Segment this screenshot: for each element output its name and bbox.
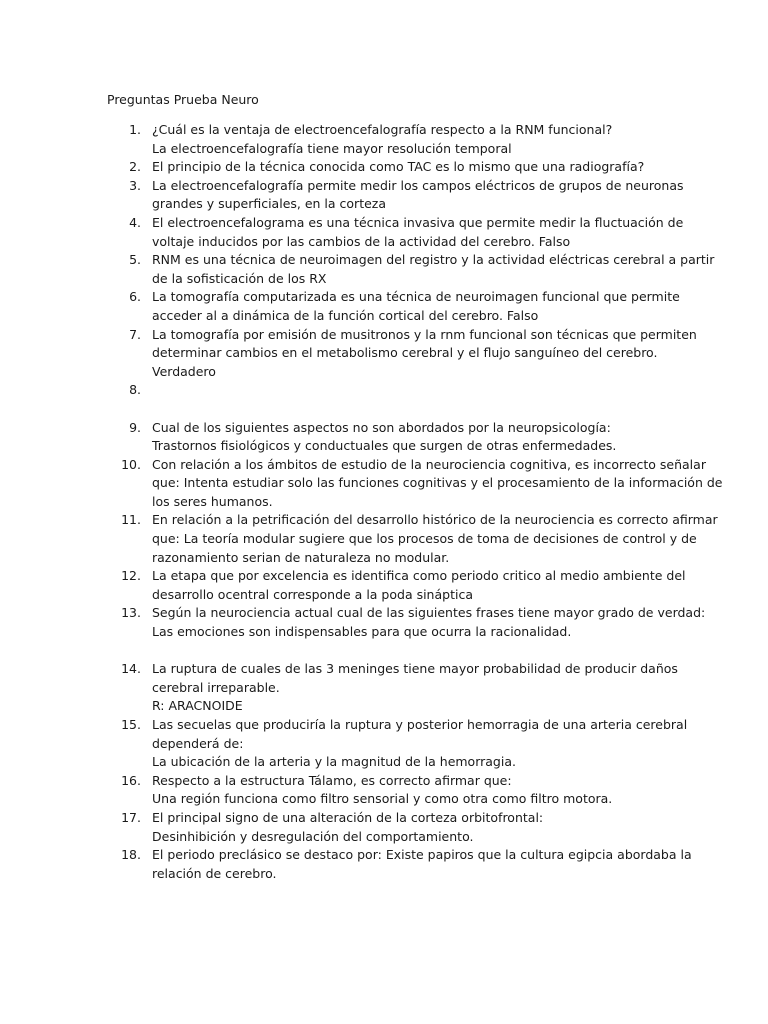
- question-line: Verdadero: [152, 363, 216, 379]
- question-number: 2.: [129, 159, 141, 175]
- question-line: Respecto a la estructura Tálamo, es correcto afirmar que:: [152, 772, 512, 788]
- question-number: 11.: [121, 512, 141, 528]
- question-line: Las secuelas que produciría la ruptura y posterior hemorragia de una arteria cerebral: [152, 717, 688, 732]
- document-title: Preguntas Prueba Neuro: [107, 92, 259, 107]
- question-item: [107, 177, 684, 214]
- question-line: grandes y superficiales, en la corteza: [152, 196, 387, 212]
- question-line: Trastornos fisiológicos y conductuales que surgen de otras enfermedades.: [152, 438, 617, 454]
- question-line: Según la neurociencia actual cual de las siguientes frases tiene mayor grado de verdad:: [152, 605, 706, 621]
- question-item: [107, 381, 667, 400]
- question-line: El periodo preclásico se destaco por: Existe papiros que la cultura egipcia abordaba la: [152, 847, 692, 863]
- question-line: La electroencefalografía tiene mayor resolución temporal: [152, 140, 512, 156]
- question-item: [107, 214, 684, 251]
- question-number: 6.: [129, 289, 141, 305]
- question-line: determinar cambios en el metabolismo cerebral y el flujo sanguíneo del cerebro.: [152, 345, 658, 361]
- question-item: [107, 567, 686, 604]
- question-line: R: ARACNOIDE: [152, 698, 243, 714]
- question-line: desarrollo ocentral corresponde a la poda sináptica: [152, 586, 473, 602]
- question-item: [107, 809, 667, 846]
- question-line: El electroencefalograma es una técnica invasiva que permite medir la fluctuación de: [152, 214, 684, 230]
- question-line: Una región funciona como filtro sensorial y como otra como filtro motora.: [152, 791, 613, 807]
- question-line: dependerá de:: [152, 735, 244, 751]
- question-line: voltaje inducidos por las cambios de la actividad del cerebro. Falso: [152, 233, 571, 249]
- question-number: 10.: [121, 456, 141, 472]
- question-number: 9.: [129, 419, 141, 435]
- question-item: [107, 846, 692, 883]
- question-item: [107, 604, 706, 641]
- question-line: La tomografía computarizada es una técnica de neuroimagen funcional que permite: [152, 289, 680, 305]
- question-line: La tomografía por emisión de musitronos y la rnm funcional son técnicas que permiten: [152, 326, 697, 342]
- question-line: La electroencefalografía permite medir los campos eléctricos de grupos de neuronas: [152, 177, 684, 193]
- question-item: [107, 419, 667, 456]
- question-line: Con relación a los ámbitos de estudio de la neurociencia cognitiva, es incorrecto señalar: [152, 456, 706, 472]
- question-line: relación de cerebro.: [152, 865, 277, 881]
- question-number: 13.: [121, 605, 141, 621]
- question-item: [107, 288, 680, 325]
- question-number: 5.: [129, 252, 141, 268]
- question-number: 8.: [129, 382, 141, 398]
- question-line: que: Intenta estudiar solo las funciones cognitivas y el procesamiento de la información de: [152, 475, 723, 491]
- question-number: 4.: [129, 214, 141, 230]
- question-line: La etapa que por excelencia es identifica como periodo critico al medio ambiente del: [152, 568, 686, 584]
- question-item: [107, 511, 718, 567]
- question-line: cerebral irreparable.: [152, 679, 280, 695]
- question-item: [107, 456, 723, 512]
- question-number: 3.: [129, 177, 141, 193]
- question-number: 15.: [121, 717, 141, 732]
- question-number: 14.: [121, 661, 141, 677]
- question-number: 1.: [129, 122, 141, 137]
- question-line: de la sofisticación de los RX: [152, 270, 327, 286]
- question-line: RNM es una técnica de neuroimagen del registro y la actividad eléctricas cerebral a partir: [152, 252, 715, 268]
- question-line: Desinhibición y desregulación del comportamiento.: [152, 828, 474, 844]
- question-item: [107, 251, 715, 288]
- question-line: que: La teoría modular sugiere que los procesos de toma de decisiones de control y de: [152, 531, 697, 547]
- question-item: [107, 772, 667, 809]
- question-number: 12.: [121, 568, 141, 584]
- question-line: los seres humanos.: [152, 493, 273, 509]
- question-line: En relación a la petrificación del desarrollo histórico de la neurociencia es correcto afirmar: [152, 512, 718, 528]
- question-line: acceder al a dinámica de la función cortical del cerebro. Falso: [152, 307, 539, 323]
- question-number: 7.: [129, 326, 141, 342]
- question-line: razonamiento serian de naturaleza no modular.: [152, 549, 450, 565]
- question-line: El principal signo de una alteración de la corteza orbitofrontal:: [152, 809, 544, 825]
- question-item: [107, 158, 667, 177]
- question-line: ¿Cuál es la ventaja de electroencefalografía respecto a la RNM funcional?: [152, 122, 613, 137]
- question-line: Las emociones son indispensables para que ocurra la racionalidad.: [152, 624, 572, 640]
- question-item: [107, 121, 667, 158]
- question-line: El principio de la técnica conocida como TAC es lo mismo que una radiografía?: [152, 159, 645, 175]
- question-line: Cual de los siguientes aspectos no son abordados por la neuropsicología:: [152, 419, 611, 435]
- question-item: [107, 326, 697, 382]
- question-item: [107, 716, 688, 772]
- question-line: La ubicación de la arteria y la magnitud de la hemorragia.: [152, 754, 516, 770]
- question-line: [152, 381, 667, 400]
- question-list: [107, 121, 723, 883]
- question-item: [107, 660, 678, 716]
- question-number: 17.: [121, 809, 141, 825]
- question-line: La ruptura de cuales de las 3 meninges tiene mayor probabilidad de producir daños: [152, 661, 678, 677]
- question-number: 18.: [121, 847, 141, 863]
- question-number: 16.: [121, 772, 141, 788]
